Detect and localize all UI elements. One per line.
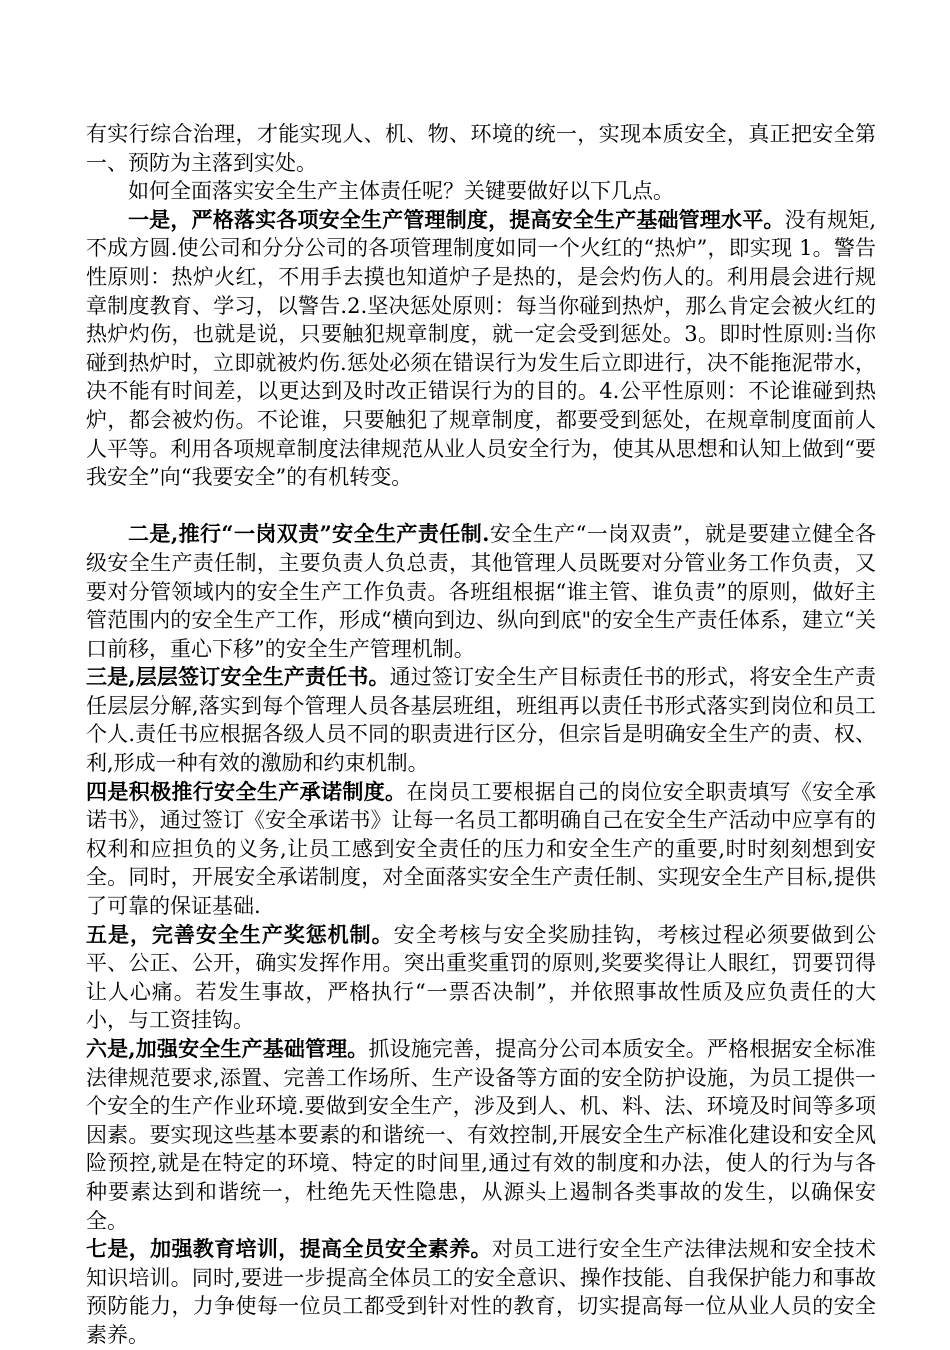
document-page <box>86 120 876 1350</box>
paragraph-text: 安全生产“一岗双责”，就是要建立健全各级安全生产责任制，主要负责人负总责，其他管理人员既要对分管业务工作负责，又要对分管领域内的安全生产工作负责。各班组根据“谁主管、谁负责”的原则，做好主管范围内的安全生产工作，形成“横向到边、纵向到底"的安全生产责任体系，建立“关口前移，重心下移”的安全生产管理机制。 <box>86 522 876 661</box>
paragraph-text: 没有规矩,不成方圆.使公司和分分公司的各项管理制度如同一个火红的“热炉”，即实现 1。警告性原则：热炉火红，不用手去摸也知道炉子是热的，是会灼伤人的。利用晨会进行规章制度教育、学习，以警告.2.坚决惩处原则：每当你碰到热炉，那么肯定会被火红的热炉灼伤，也就是说，只要触犯规章制度，就一定会受到惩处。3。即时性原则:当你碰到热炉时，立即就被灼伤.惩处必须在错误行为发生后立即进行，决不能拖泥带水，决不能有时间差，以更达到及时改正错误行为的目的。4.公平性原则：不论谁碰到热炉，都会被灼伤。不论谁，只要触犯了规章制度，都要受到惩处，在规章制度面前人人平等。利用各项规章制度法律规范从业人员安全行为，使其从思想和认知上做到“要我安全”向“我要安全”的有机转变。 <box>86 207 876 490</box>
paragraph-text: 如何全面落实安全生产主体责任呢？关键要做好以下几点。 <box>128 179 674 204</box>
blank-line <box>86 492 876 521</box>
paragraph-8 <box>86 1035 876 1235</box>
paragraph-6 <box>86 778 876 921</box>
paragraph-4 <box>86 520 876 663</box>
paragraph-text: 抓设施完善，提高分公司本质安全。严格根据安全标准法律规范要求,添置、完善工作场所、生产设备等方面的安全防护设施，为员工提供一个安全的生产作业环境.要做到安全生产，涉及到人、机、料、法、环境及时间等多项因素。要实现这些基本要素的和谐统一、有效控制,开展安全生产标准化建设和安全风险预控,就是在特定的环境、特定的时间里,通过有效的制度和办法，使人的行为与各种要素达到和谐统一，杜绝先天性隐患，从源头上遏制各类事故的发生，以确保安全。 <box>86 1037 877 1233</box>
paragraph-text: 安全考核与安全奖励挂钩，考核过程必须要做到公平、公正、公开，确实发挥作用。突出重奖重罚的原则,奖要奖得让人眼红，罚要罚得让人心痛。若发生事故，严格执行“一票否决制”，并依照事故性质及应负责任的大小，与工资挂钩。 <box>86 922 877 1033</box>
paragraph-7 <box>86 921 876 1035</box>
paragraph-heading: 四是积极推行安全生产承诺制度。 <box>86 778 407 804</box>
paragraph-heading: 七是，加强教育培训，提高全员安全素养。 <box>86 1236 492 1262</box>
paragraph-text: 有实行综合治理，才能实现人、机、物、环境的统一，实现本质安全，真正把安全第一、预防为主落到实处。 <box>86 122 876 175</box>
paragraph-9 <box>86 1235 876 1349</box>
paragraph-5 <box>86 663 876 777</box>
paragraph-2 <box>86 177 876 206</box>
paragraph-text: 通过签订安全生产目标责任书的形式，将安全生产责任层层分解,落实到每个管理人员各基层班组，班组再以责任书形式落实到岗位和员工个人.责任书应根据各级人员不同的职责进行区分，但宗旨是明确安全生产的责、权、利,形成一种有效的激励和约束机制。 <box>86 665 877 776</box>
paragraph-heading: 二是,推行“一岗双责”安全生产责任制. <box>128 521 490 547</box>
paragraph-heading: 一是，严格落实各项安全生产管理制度，提高安全生产基础管理水平。 <box>128 206 785 232</box>
paragraph-1 <box>86 120 876 177</box>
paragraph-heading: 六是,加强安全生产基础管理。 <box>86 1036 369 1061</box>
paragraph-heading: 五是，完善安全生产奖惩机制。 <box>86 921 394 947</box>
paragraph-heading: 三是,层层签订安全生产责任书。 <box>86 664 390 690</box>
paragraph-text: 在岗员工要根据自己的岗位安全职责填写《安全承诺书》，通过签订《安全承诺书》让每一名员工都明确自己在安全生产活动中应享有的权利和应担负的义务,让员工感到安全责任的压力和安全生产的重要,时时刻刻想到安全。同时，开展安全承诺制度，对全面落实安全生产责任制、实现安全生产目标,提供了可靠的保证基础. <box>86 779 877 919</box>
paragraph-text: 对员工进行安全生产法律法规和安全技术知识培训。同时,要进一步提高全体员工的安全意识、操作技能、自我保护能力和事故预防能力，力争使每一位员工都受到针对性的教育，切实提高每一位从业人员的安全素养。 <box>86 1237 876 1347</box>
paragraph-3 <box>86 206 876 492</box>
